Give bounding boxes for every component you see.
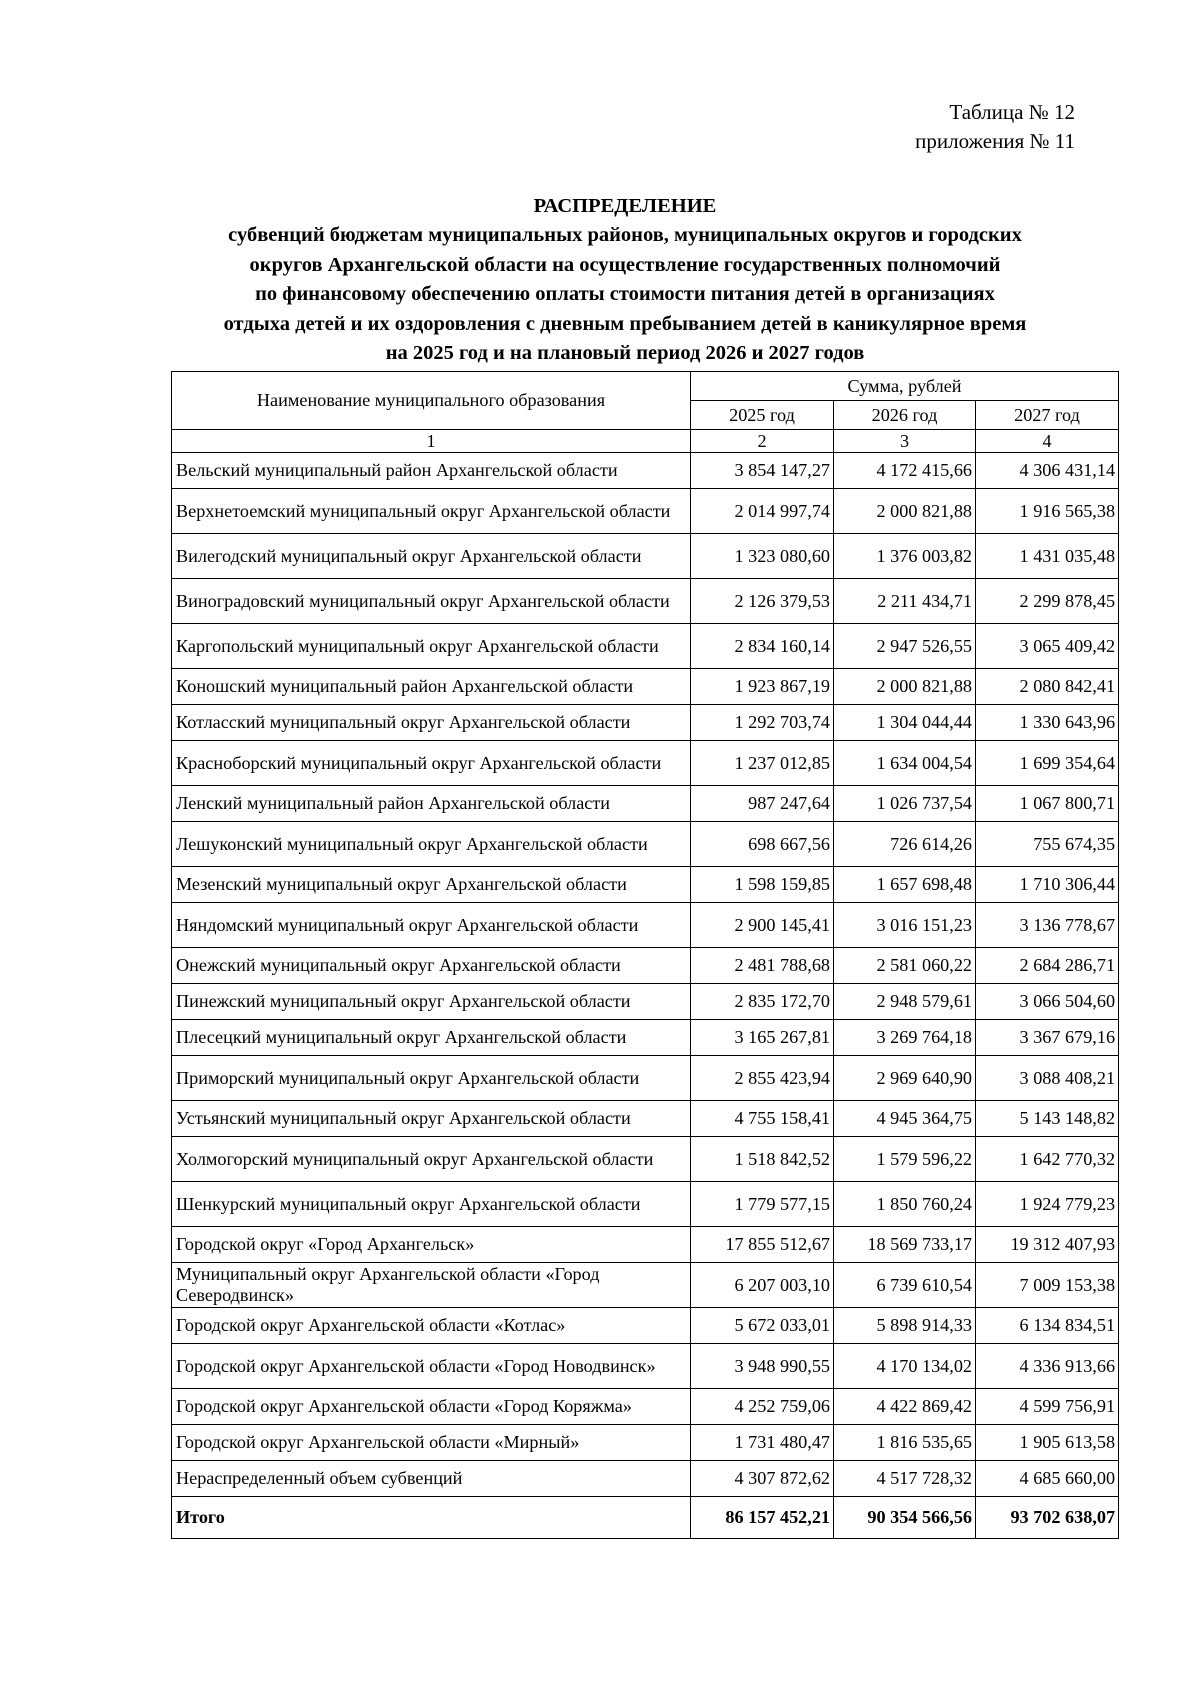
amount-2025: 3 854 147,27 <box>691 453 834 489</box>
amount-2026: 4 945 364,75 <box>834 1101 976 1137</box>
amount-2026: 1 579 596,22 <box>834 1137 976 1182</box>
municipality-name: Городской округ «Город Архангельск» <box>172 1227 691 1263</box>
amount-2025: 6 207 003,10 <box>691 1263 834 1308</box>
amount-2027: 19 312 407,93 <box>976 1227 1119 1263</box>
table-row <box>172 669 1119 705</box>
amount-2025: 5 672 033,01 <box>691 1308 834 1344</box>
amount-2025: 1 923 867,19 <box>691 669 834 705</box>
municipality-name: Няндомский муниципальный округ Архангельской области <box>172 903 691 948</box>
amount-2025: 1 292 703,74 <box>691 705 834 741</box>
amount-2027: 1 924 779,23 <box>976 1182 1119 1227</box>
amount-2027: 2 080 842,41 <box>976 669 1119 705</box>
municipality-name: Мезенский муниципальный округ Архангельской области <box>172 867 691 903</box>
municipality-name: Котласский муниципальный округ Архангельской области <box>172 705 691 741</box>
amount-2026: 5 898 914,33 <box>834 1308 976 1344</box>
amount-2026: 1 816 535,65 <box>834 1425 976 1461</box>
table-row <box>172 867 1119 903</box>
amount-2026: 1 850 760,24 <box>834 1182 976 1227</box>
amount-2027: 4 336 913,66 <box>976 1344 1119 1389</box>
table-row <box>172 1101 1119 1137</box>
total-2025: 86 157 452,21 <box>691 1497 834 1539</box>
table-body <box>172 453 1119 1539</box>
municipality-name: Онежский муниципальный округ Архангельской области <box>172 948 691 984</box>
municipality-name: Устьянский муниципальный округ Архангельской области <box>172 1101 691 1137</box>
table-row <box>172 489 1119 534</box>
table-row <box>172 1461 1119 1497</box>
municipality-name: Нераспределенный объем субвенций <box>172 1461 691 1497</box>
amount-2027: 1 067 800,71 <box>976 786 1119 822</box>
amount-2025: 2 014 997,74 <box>691 489 834 534</box>
amount-2025: 1 779 577,15 <box>691 1182 834 1227</box>
amount-2027: 3 066 504,60 <box>976 984 1119 1020</box>
municipality-name: Каргопольский муниципальный округ Архангельской области <box>172 624 691 669</box>
amount-2025: 2 835 172,70 <box>691 984 834 1020</box>
table-row <box>172 786 1119 822</box>
municipality-name: Городской округ Архангельской области «Город Коряжма» <box>172 1389 691 1425</box>
amount-2026: 1 657 698,48 <box>834 867 976 903</box>
table-row <box>172 453 1119 489</box>
amount-2026: 2 969 640,90 <box>834 1056 976 1101</box>
amount-2025: 2 900 145,41 <box>691 903 834 948</box>
amount-2025: 4 755 158,41 <box>691 1101 834 1137</box>
amount-2025: 2 126 379,53 <box>691 579 834 624</box>
amount-2025: 3 948 990,55 <box>691 1344 834 1389</box>
amount-2027: 5 143 148,82 <box>976 1101 1119 1137</box>
heading-title: РАСПРЕДЕЛЕНИЕ <box>533 195 717 217</box>
amount-2025: 2 855 423,94 <box>691 1056 834 1101</box>
municipality-name: Коношский муниципальный район Архангельской области <box>172 669 691 705</box>
amount-2026: 6 739 610,54 <box>834 1263 976 1308</box>
amount-2027: 4 306 431,14 <box>976 453 1119 489</box>
municipality-name: Городской округ Архангельской области «Котлас» <box>172 1308 691 1344</box>
municipality-name: Приморский муниципальный округ Архангельской области <box>172 1056 691 1101</box>
amount-2025: 4 307 872,62 <box>691 1461 834 1497</box>
amount-2025: 2 834 160,14 <box>691 624 834 669</box>
table-row <box>172 1182 1119 1227</box>
table-row <box>172 948 1119 984</box>
amount-2027: 3 065 409,42 <box>976 624 1119 669</box>
amount-2027: 1 916 565,38 <box>976 489 1119 534</box>
amount-2027: 3 367 679,16 <box>976 1020 1119 1056</box>
table-row <box>172 903 1119 948</box>
amount-2025: 1 598 159,85 <box>691 867 834 903</box>
table-row <box>172 1308 1119 1344</box>
amount-2026: 1 634 004,54 <box>834 741 976 786</box>
amount-2025: 4 252 759,06 <box>691 1389 834 1425</box>
amount-2027: 7 009 153,38 <box>976 1263 1119 1308</box>
amount-2026: 3 016 151,23 <box>834 903 976 948</box>
amount-2027: 1 905 613,58 <box>976 1425 1119 1461</box>
table-row <box>172 1425 1119 1461</box>
amount-2026: 2 000 821,88 <box>834 489 976 534</box>
municipality-name: Муниципальный округ Архангельской области «Город Северодвинск» <box>172 1263 691 1308</box>
amount-2025: 1 323 080,60 <box>691 534 834 579</box>
amount-2026: 2 581 060,22 <box>834 948 976 984</box>
amount-2026: 1 026 737,54 <box>834 786 976 822</box>
column-number: 1 <box>172 430 691 453</box>
header-year: 2026 год <box>834 401 976 430</box>
heading-line: округов Архангельской области на осуществление государственных полномочий <box>249 253 1001 276</box>
table-row <box>172 984 1119 1020</box>
column-number: 3 <box>834 430 976 453</box>
table-row <box>172 1344 1119 1389</box>
amount-2025: 1 731 480,47 <box>691 1425 834 1461</box>
amount-2025: 1 237 012,85 <box>691 741 834 786</box>
amount-2026: 4 422 869,42 <box>834 1389 976 1425</box>
amount-2027: 1 330 643,96 <box>976 705 1119 741</box>
header-year: 2025 год <box>691 401 834 430</box>
table-row <box>172 1056 1119 1101</box>
header-column-numbers-row <box>172 430 1119 453</box>
municipality-name: Красноборский муниципальный округ Архангельской области <box>172 741 691 786</box>
amount-2027: 1 710 306,44 <box>976 867 1119 903</box>
table-row <box>172 822 1119 867</box>
amount-2026: 3 269 764,18 <box>834 1020 976 1056</box>
table-row <box>172 705 1119 741</box>
table-row <box>172 579 1119 624</box>
table-row <box>172 1263 1119 1308</box>
amount-2025: 3 165 267,81 <box>691 1020 834 1056</box>
amount-2025: 2 481 788,68 <box>691 948 834 984</box>
amount-2026: 726 614,26 <box>834 822 976 867</box>
municipality-name: Вельский муниципальный район Архангельской области <box>172 453 691 489</box>
municipality-name: Верхнетоемский муниципальный округ Архангельской области <box>172 489 691 534</box>
amount-2026: 2 000 821,88 <box>834 669 976 705</box>
table-row <box>172 1389 1119 1425</box>
amount-2025: 1 518 842,52 <box>691 1137 834 1182</box>
municipality-name: Шенкурский муниципальный округ Архангельской области <box>172 1182 691 1227</box>
table-number: Таблица № 12 <box>949 100 1075 124</box>
municipality-name: Холмогорский муниципальный округ Архангельской области <box>172 1137 691 1182</box>
amount-2026: 18 569 733,17 <box>834 1227 976 1263</box>
amount-2025: 698 667,56 <box>691 822 834 867</box>
municipality-name: Пинежский муниципальный округ Архангельской области <box>172 984 691 1020</box>
amount-2026: 4 517 728,32 <box>834 1461 976 1497</box>
amount-2026: 1 304 044,44 <box>834 705 976 741</box>
header-sum-column: Сумма, рублей <box>691 372 1119 401</box>
document-heading <box>150 192 1100 368</box>
total-2026: 90 354 566,56 <box>834 1497 976 1539</box>
header-name-column: Наименование муниципального образования <box>172 372 691 430</box>
heading-line: на 2025 год и на плановый период 2026 и 2027 годов <box>385 342 865 365</box>
amount-2027: 3 088 408,21 <box>976 1056 1119 1101</box>
table-row <box>172 1227 1119 1263</box>
total-2027: 93 702 638,07 <box>976 1497 1119 1539</box>
municipality-name: Ленский муниципальный район Архангельской области <box>172 786 691 822</box>
heading-line: субвенций бюджетам муниципальных районов, муниципальных округов и городских <box>228 224 1022 247</box>
column-number: 2 <box>691 430 834 453</box>
municipality-name: Лешуконский муниципальный округ Архангельской области <box>172 822 691 867</box>
amount-2027: 755 674,35 <box>976 822 1119 867</box>
municipality-name: Плесецкий муниципальный округ Архангельской области <box>172 1020 691 1056</box>
total-label: Итого <box>172 1497 691 1539</box>
amount-2025: 17 855 512,67 <box>691 1227 834 1263</box>
amount-2027: 4 599 756,91 <box>976 1389 1119 1425</box>
amount-2026: 2 948 579,61 <box>834 984 976 1020</box>
heading-line: по финансовому обеспечению оплаты стоимости питания детей в организациях <box>255 283 995 306</box>
header-row <box>172 372 1119 401</box>
amount-2025: 987 247,64 <box>691 786 834 822</box>
amount-2027: 4 685 660,00 <box>976 1461 1119 1497</box>
column-number: 4 <box>976 430 1119 453</box>
municipality-name: Городской округ Архангельской области «Город Новодвинск» <box>172 1344 691 1389</box>
amount-2026: 1 376 003,82 <box>834 534 976 579</box>
header-year: 2027 год <box>976 401 1119 430</box>
municipality-name: Городской округ Архангельской области «Мирный» <box>172 1425 691 1461</box>
amount-2026: 2 947 526,55 <box>834 624 976 669</box>
amount-2027: 1 699 354,64 <box>976 741 1119 786</box>
table-row <box>172 624 1119 669</box>
amount-2027: 2 299 878,45 <box>976 579 1119 624</box>
table-row <box>172 1137 1119 1182</box>
table-row <box>172 741 1119 786</box>
amount-2027: 2 684 286,71 <box>976 948 1119 984</box>
document-reference <box>915 98 1075 156</box>
table-row <box>172 1020 1119 1056</box>
amount-2026: 2 211 434,71 <box>834 579 976 624</box>
amount-2027: 3 136 778,67 <box>976 903 1119 948</box>
table-header <box>172 372 1119 453</box>
appendix-number: приложения № 11 <box>915 129 1075 153</box>
table-row <box>172 534 1119 579</box>
distribution-table <box>171 371 1119 1539</box>
amount-2026: 4 170 134,02 <box>834 1344 976 1389</box>
amount-2027: 6 134 834,51 <box>976 1308 1119 1344</box>
amount-2026: 4 172 415,66 <box>834 453 976 489</box>
total-row <box>172 1497 1119 1539</box>
municipality-name: Вилегодский муниципальный округ Архангельской области <box>172 534 691 579</box>
municipality-name: Виноградовский муниципальный округ Архангельской области <box>172 579 691 624</box>
amount-2027: 1 642 770,32 <box>976 1137 1119 1182</box>
heading-line: отдыха детей и их оздоровления с дневным пребыванием детей в каникулярное время <box>223 312 1027 335</box>
amount-2027: 1 431 035,48 <box>976 534 1119 579</box>
